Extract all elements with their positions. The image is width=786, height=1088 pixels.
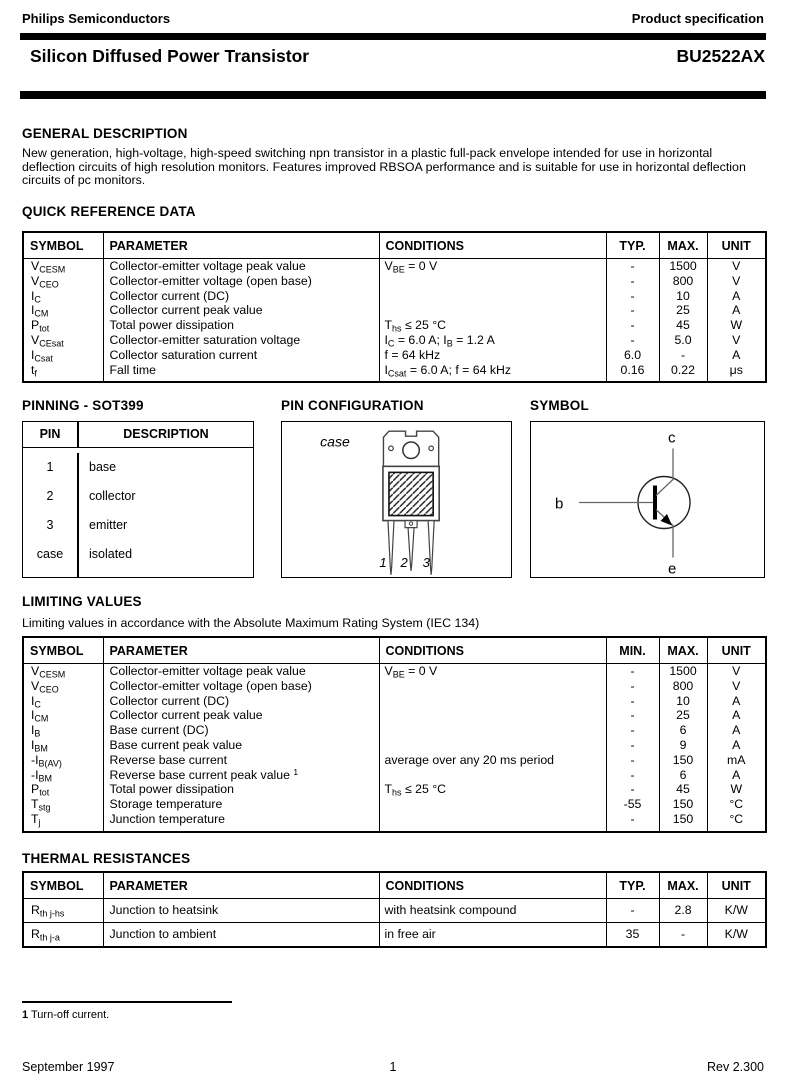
column-header-symbol: SYMBOL: [23, 872, 103, 899]
pin-number: 1: [23, 453, 79, 482]
conditions-cell: f = 64 kHz: [379, 348, 606, 363]
conditions-cell: $I_C = 6.0$ A; $I_B = 1.2$ A: [379, 333, 606, 348]
pin2-label: 2: [400, 554, 408, 570]
part-number: BU2522AX: [676, 46, 765, 66]
pin-number: case: [23, 540, 79, 569]
column-header-unit: UNIT: [707, 232, 766, 259]
max-cell: 45: [659, 782, 707, 797]
table-header-row: [23, 872, 766, 899]
pinning-row: [23, 482, 253, 511]
pinning-row: [23, 540, 253, 569]
parameter-cell: Collector-emitter voltage peak value: [103, 259, 379, 274]
max-cell: 45: [659, 318, 707, 333]
parameter-cell: Junction temperature: [103, 812, 379, 832]
pinning-table: [22, 421, 254, 578]
conditions-cell: [379, 812, 606, 832]
table-row: [23, 782, 766, 797]
max-cell: -: [659, 348, 707, 363]
column-header-conditions: CONDITIONS: [379, 637, 606, 664]
min-cell: -: [606, 812, 659, 832]
pin-number: 2: [23, 482, 79, 511]
limiting-values-heading: LIMITING VALUES: [22, 594, 142, 609]
parameter-cell: Collector-emitter voltage (open base): [103, 274, 379, 289]
table-row: [23, 259, 766, 274]
conditions-cell: [379, 694, 606, 709]
symbol-cell: $V_{CEsat}$: [23, 333, 103, 348]
unit-cell: V: [707, 259, 766, 274]
parameter-cell: Collector current (DC): [103, 289, 379, 304]
unit-cell: W: [707, 782, 766, 797]
unit-cell: °C: [707, 797, 766, 812]
parameter-cell: Total power dissipation: [103, 782, 379, 797]
typ-cell: -: [606, 899, 659, 923]
min-cell: -: [606, 782, 659, 797]
column-header-parameter: PARAMETER: [103, 872, 379, 899]
table-row: [23, 333, 766, 348]
limiting-values-table: [22, 636, 767, 833]
parameter-cell: Storage temperature: [103, 797, 379, 812]
typ-cell: -: [606, 289, 659, 304]
table-row: [23, 708, 766, 723]
symbol-cell: $I_{BM}$: [23, 738, 103, 753]
symbol-cell: $I_{Csat}$: [23, 348, 103, 363]
min-cell: -: [606, 708, 659, 723]
typ-cell: -: [606, 274, 659, 289]
pinning-filler: [23, 569, 253, 577]
thermal-resistances-table: [22, 871, 767, 948]
parameter-cell: Fall time: [103, 363, 379, 383]
conditions-cell: [379, 679, 606, 694]
footnote-marker: 1: [22, 1009, 29, 1021]
unit-cell: A: [707, 694, 766, 709]
parameter-cell: Base current (DC): [103, 723, 379, 738]
unit-cell: A: [707, 289, 766, 304]
conditions-cell: $T_{hs} \le 25$ °C: [379, 782, 606, 797]
footer-date: September 1997: [22, 1060, 115, 1074]
column-header-parameter: PARAMETER: [103, 232, 379, 259]
max-cell: 1500: [659, 664, 707, 679]
max-cell: 10: [659, 694, 707, 709]
table-row: [23, 694, 766, 709]
parameter-cell: Base current peak value: [103, 738, 379, 753]
pinning-row: [23, 511, 253, 540]
thermal-resistances-heading: THERMAL RESISTANCES: [22, 851, 191, 866]
column-header-parameter: PARAMETER: [103, 637, 379, 664]
conditions-cell: $I_{Csat} = 6.0$ A; f = 64 kHz: [379, 363, 606, 383]
column-header-typ: TYP.: [606, 872, 659, 899]
title-row: [30, 46, 765, 67]
parameter-cell: Collector-emitter voltage (open base): [103, 679, 379, 694]
typ-cell: 0.16: [606, 363, 659, 383]
symbol-cell: $T_{stg}$: [23, 797, 103, 812]
limiting-values-subtitle: Limiting values in accordance with the Absolute Maximum Rating System (IEC 134): [22, 616, 480, 630]
parameter-cell: Collector-emitter voltage peak value: [103, 664, 379, 679]
pin-configuration-box: [281, 421, 512, 578]
page-header: [22, 11, 764, 26]
typ-cell: -: [606, 333, 659, 348]
unit-cell: V: [707, 664, 766, 679]
pin-number: 3: [23, 511, 79, 540]
symbol-cell: $V_{CESM}$: [23, 664, 103, 679]
footnote-rule: [22, 1001, 232, 1003]
typ-cell: -: [606, 303, 659, 318]
spec-type-label: Product specification: [631, 11, 764, 26]
max-cell: 150: [659, 797, 707, 812]
max-cell: 6: [659, 723, 707, 738]
parameter-cell: Reverse base current: [103, 753, 379, 768]
unit-cell: A: [707, 348, 766, 363]
conditions-cell: in free air: [379, 922, 606, 946]
general-description-heading: GENERAL DESCRIPTION: [22, 126, 188, 141]
page-footer: [22, 1060, 764, 1074]
header-rule: [20, 33, 766, 40]
max-cell: 25: [659, 303, 707, 318]
footnote: [22, 1009, 109, 1021]
pin-description: isolated: [89, 547, 133, 561]
table-row: [23, 318, 766, 333]
package-drawing-image: [282, 422, 511, 577]
typ-cell: 6.0: [606, 348, 659, 363]
footer-page-number: 1: [389, 1060, 397, 1074]
parameter-cell: Junction to heatsink: [103, 899, 379, 923]
symbol-cell: $V_{CEO}$: [23, 274, 103, 289]
min-cell: -: [606, 768, 659, 783]
symbol-cell: $I_{CM}$: [23, 708, 103, 723]
max-cell: 800: [659, 274, 707, 289]
pinning-row: [23, 453, 253, 482]
table-row: [23, 289, 766, 304]
unit-cell: A: [707, 708, 766, 723]
pin-description: base: [89, 460, 117, 474]
symbol-cell: $-I_{B(AV)}$: [23, 753, 103, 768]
symbol-cell: $I_C$: [23, 694, 103, 709]
conditions-cell: [379, 738, 606, 753]
table-row: [23, 768, 766, 783]
table-row: [23, 797, 766, 812]
max-cell: 800: [659, 679, 707, 694]
symbol-cell: $I_B$: [23, 723, 103, 738]
unit-cell: A: [707, 768, 766, 783]
table-header-row: [23, 637, 766, 664]
parameter-cell: Collector current (DC): [103, 694, 379, 709]
symbol-cell: $P_{tot}$: [23, 782, 103, 797]
symbol-cell: $V_{CESM}$: [23, 259, 103, 274]
min-cell: -: [606, 664, 659, 679]
unit-cell: A: [707, 723, 766, 738]
conditions-cell: [379, 768, 606, 783]
symbol-cell: $-I_{BM}$: [23, 768, 103, 783]
unit-cell: V: [707, 274, 766, 289]
table-row: [23, 738, 766, 753]
pinning-header-row: [23, 422, 253, 448]
symbol-cell: $R_{th j-a}$: [23, 922, 103, 946]
max-cell: 9: [659, 738, 707, 753]
symbol-cell: $T_j$: [23, 812, 103, 832]
quick-reference-table: [22, 231, 767, 383]
unit-cell: K/W: [707, 922, 766, 946]
table-header-row: [23, 232, 766, 259]
symbol-box: [530, 421, 765, 578]
parameter-cell: Junction to ambient: [103, 922, 379, 946]
column-header-unit: UNIT: [707, 637, 766, 664]
parameter-cell: Total power dissipation: [103, 318, 379, 333]
unit-cell: W: [707, 318, 766, 333]
parameter-cell: Collector current peak value: [103, 708, 379, 723]
column-header-min: MIN.: [606, 637, 659, 664]
table-row: [23, 303, 766, 318]
collector-label: c: [668, 429, 676, 447]
column-header-typ: TYP.: [606, 232, 659, 259]
pin-description: emitter: [89, 518, 128, 532]
case-label: case: [320, 433, 350, 450]
table-row: [23, 274, 766, 289]
parameter-cell: Collector current peak value: [103, 303, 379, 318]
unit-cell: °C: [707, 812, 766, 832]
title-rule: [20, 91, 766, 99]
parameter-cell: Collector-emitter saturation voltage: [103, 333, 379, 348]
typ-cell: -: [606, 318, 659, 333]
conditions-cell: [379, 274, 606, 289]
table-row: [23, 679, 766, 694]
pinning-heading: PINNING - SOT399: [22, 398, 144, 413]
description-column-header: DESCRIPTION: [79, 422, 253, 448]
max-cell: 10: [659, 289, 707, 304]
conditions-cell: with heatsink compound: [379, 899, 606, 923]
table-row: [23, 753, 766, 768]
conditions-cell: $V_{BE} = 0$ V: [379, 664, 606, 679]
symbol-cell: $R_{th j-hs}$: [23, 899, 103, 923]
column-header-conditions: CONDITIONS: [379, 232, 606, 259]
footer-revision: Rev 2.300: [707, 1060, 764, 1074]
max-cell: 150: [659, 812, 707, 832]
symbol-cell: $V_{CEO}$: [23, 679, 103, 694]
conditions-cell: [379, 708, 606, 723]
quick-reference-heading: QUICK REFERENCE DATA: [22, 204, 196, 219]
max-cell: 2.8: [659, 899, 707, 923]
pin-column-header: PIN: [23, 422, 79, 448]
table-row: [23, 664, 766, 679]
symbol-cell: $I_C$: [23, 289, 103, 304]
symbol-cell: $I_{CM}$: [23, 303, 103, 318]
symbol-cell: $P_{tot}$: [23, 318, 103, 333]
conditions-cell: [379, 723, 606, 738]
unit-cell: V: [707, 679, 766, 694]
product-title: Silicon Diffused Power Transistor: [30, 46, 310, 66]
parameter-cell: Collector saturation current: [103, 348, 379, 363]
conditions-cell: [379, 797, 606, 812]
max-cell: -: [659, 922, 707, 946]
min-cell: -: [606, 723, 659, 738]
unit-cell: A: [707, 303, 766, 318]
max-cell: 0.22: [659, 363, 707, 383]
unit-cell: K/W: [707, 899, 766, 923]
conditions-cell: $V_{BE} = 0$ V: [379, 259, 606, 274]
min-cell: -: [606, 679, 659, 694]
symbol-heading: SYMBOL: [530, 398, 589, 413]
column-header-symbol: SYMBOL: [23, 637, 103, 664]
pin-description: collector: [89, 489, 136, 503]
table-row: [23, 363, 766, 383]
unit-cell: A: [707, 738, 766, 753]
column-header-symbol: SYMBOL: [23, 232, 103, 259]
conditions-cell: average over any 20 ms period: [379, 753, 606, 768]
column-header-max: MAX.: [659, 872, 707, 899]
unit-cell: mA: [707, 753, 766, 768]
max-cell: 25: [659, 708, 707, 723]
conditions-cell: $T_{hs} \le 25$ °C: [379, 318, 606, 333]
min-cell: -: [606, 753, 659, 768]
pin3-label: 3: [422, 554, 430, 570]
max-cell: 6: [659, 768, 707, 783]
footnote-text: Turn-off current.: [30, 1009, 110, 1021]
typ-cell: 35: [606, 922, 659, 946]
max-cell: 1500: [659, 259, 707, 274]
parameter-cell: Reverse base current peak value $^1$: [103, 768, 379, 783]
manufacturer-name: Philips Semiconductors: [22, 11, 171, 26]
table-row: [23, 899, 766, 923]
unit-cell: μs: [707, 363, 766, 383]
description-text: New generation, high-voltage, high-speed switching npn transistor in a plastic full-pack envelope intended for use in horizontal deflection circuits of high resolution monitors. Features improved RBSOA performance and is suitable for use in horizontal deflection circuits of pc monitors.: [22, 146, 746, 188]
emitter-label: e: [668, 560, 677, 577]
pin1-label: 1: [379, 554, 387, 570]
max-cell: 150: [659, 753, 707, 768]
min-cell: -: [606, 738, 659, 753]
table-row: [23, 922, 766, 946]
conditions-cell: [379, 289, 606, 304]
unit-cell: V: [707, 333, 766, 348]
typ-cell: -: [606, 259, 659, 274]
min-cell: -: [606, 694, 659, 709]
max-cell: 5.0: [659, 333, 707, 348]
column-header-conditions: CONDITIONS: [379, 872, 606, 899]
table-row: [23, 348, 766, 363]
table-row: [23, 812, 766, 832]
column-header-max: MAX.: [659, 637, 707, 664]
conditions-cell: [379, 303, 606, 318]
table-row: [23, 723, 766, 738]
min-cell: -55: [606, 797, 659, 812]
column-header-unit: UNIT: [707, 872, 766, 899]
symbol-cell: $t_f$: [23, 363, 103, 383]
transistor-symbol-image: [531, 422, 764, 577]
pin-configuration-heading: PIN CONFIGURATION: [281, 398, 424, 413]
base-label: b: [555, 495, 564, 513]
column-header-max: MAX.: [659, 232, 707, 259]
